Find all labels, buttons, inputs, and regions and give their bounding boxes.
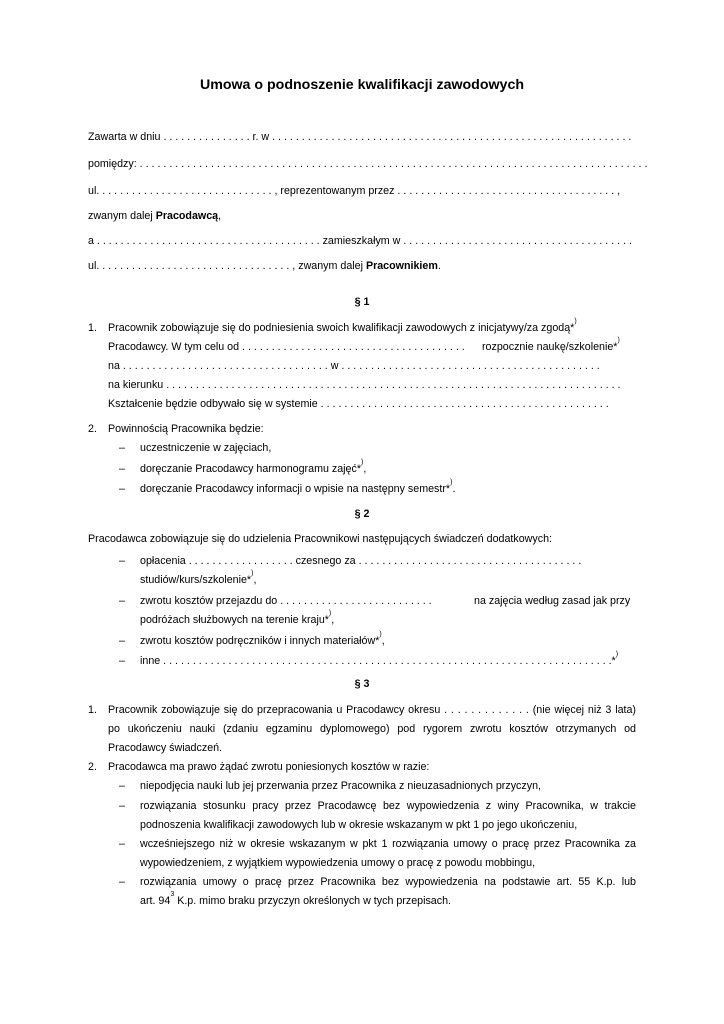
- s1-bullet-3-end: .: [452, 483, 456, 495]
- footnote-marker: ): [361, 459, 364, 466]
- s1-bullet-3: [140, 479, 456, 496]
- s2-intro: Pracodawca zobowiązuje się do udzielenia Pracownikowi następujących świadczeń dodatkowych:: [88, 533, 552, 545]
- contract-date-line: Zawarta w dniu . . . . . . . . . . . . . . . r. w . . . . . . . . . . . . . . . . . . . . . . . . . . . . . . . . . . . . . . . . . . . . . . . . . . . . . . . . . . . . .: [88, 131, 632, 143]
- employer-term: Pracodawcą: [155, 210, 219, 222]
- s2-bullet-2-line-1-right: na zajęcia według zasad jak przy: [474, 595, 631, 607]
- employer-label-suffix: ,: [218, 210, 222, 222]
- s3-bullet-2-line-2: podnoszenia kwalifikacji zawodowych lub w okresie wskazanym w pkt 1 po jego ukończeniu,: [140, 819, 578, 831]
- section-1-heading: § 1: [354, 296, 370, 308]
- bullet-dash: –: [119, 555, 125, 567]
- article-superscript: 3: [170, 891, 175, 898]
- s1-start-study-text: rozpocznie naukę/szkolenie*: [482, 341, 618, 353]
- s1-point-1-number: 1.: [88, 322, 97, 334]
- s2-bullet-2-line-2: [140, 610, 335, 627]
- document-title: Umowa o podnoszenie kwalifikacji zawodowych: [199, 77, 524, 93]
- s3-point-1-line-1: Pracownik zobowiązuje się do przepracowania u Pracodawcy okresu . . . . . . . . . . . . . (nie więcej niż 3 lata): [108, 704, 636, 716]
- s3-point-1-line-2: po ukończeniu nauki (zdaniu egzaminu dyplomowego) pod rygorem zwrotu kosztów otrzymanych od: [108, 723, 636, 735]
- bullet-dash: –: [119, 635, 125, 647]
- footnote-marker: ): [617, 337, 620, 344]
- employee-address-line: [88, 259, 441, 273]
- section-2-heading: § 2: [354, 508, 370, 520]
- s3-bullet-4-line-1: rozwiązania umowy o pracę przez Pracownika bez wypowiedzenia na podstawie art. 55 K.p. lub: [140, 876, 636, 888]
- s2-bullet-1-line-2: [140, 570, 257, 587]
- s1-point-2-text: Powinnością Pracownika będzie:: [108, 423, 264, 435]
- bullet-dash: –: [119, 780, 125, 792]
- footnote-marker: ): [251, 570, 254, 577]
- footnote-marker: ): [328, 610, 332, 617]
- s3-point-2-text: Pracodawca ma prawo żądać zwrotu poniesionych kosztów w razie:: [108, 761, 430, 773]
- s1-point-1-line-1: [108, 318, 577, 335]
- s2-bullet-2-line-1-left: zwrotu kosztów przejazdu do . . . . . . . . . . . . . . . . . . . . . . . . . .: [140, 595, 432, 607]
- s2-bullet-3-end: ,: [381, 635, 385, 647]
- s1-bullet-2-end: ,: [363, 463, 367, 475]
- footnote-marker: ): [574, 318, 577, 325]
- s3-bullet-4-text: K.p. mimo braku przyczyn określonych w tych przepisach.: [174, 895, 452, 907]
- s1-bullet-3-text: doręczanie Pracodawcy informacji o wpisie na następny semestr*: [140, 483, 451, 495]
- bullet-dash: –: [119, 800, 125, 812]
- employee-address-suffix: .: [437, 260, 441, 272]
- s3-bullet-4-article: art. 94: [140, 895, 171, 907]
- s2-bullet-3: [140, 631, 385, 648]
- s3-point-1-number: 1.: [88, 704, 97, 716]
- s2-bullet-2-text: podróżach służbowych na terenie kraju*: [140, 614, 329, 626]
- s1-point-1-line-4: na kierunku . . . . . . . . . . . . . . . . . . . . . . . . . . . . . . . . . . . . . . . . . . . . . . . . . . . . . . . . . . . . . . . . . . . . . . . . . . . . .: [108, 379, 621, 391]
- s3-bullet-4-line-2: [140, 891, 452, 908]
- s3-point-2-number: 2.: [88, 761, 97, 773]
- s2-bullet-3-text: zwrotu kosztów podręczników i innych materiałów*: [140, 635, 380, 647]
- bullet-dash: –: [119, 595, 125, 607]
- employee-address-text: ul. . . . . . . . . . . . . . . . . . . . . . . . . . . . . . . . . , zwanym dalej: [88, 260, 366, 272]
- s1-point-1-line-2-right: [482, 337, 620, 354]
- s1-start-date-field: Pracodawcy. W tym celu od . . . . . . . . . . . . . . . . . . . . . . . . . . . . . . . . . . . . . .: [108, 341, 465, 353]
- footnote-marker: ): [379, 631, 382, 638]
- s2-bullet-1-end: ,: [253, 574, 257, 586]
- s2-bullet-1-line-1: opłacenia . . . . . . . . . . . . . . . . . . czesnego za . . . . . . . . . . . . . . . . . . . . . . . . . . . . . . . . . . . . . .: [140, 555, 582, 567]
- employer-label-prefix: zwanym dalej: [88, 210, 156, 222]
- between-line: pomiędzy: . . . . . . . . . . . . . . . . . . . . . . . . . . . . . . . . . . . . . . . . . . . . . . . . . . . . . . . . . . . . . . . . . . . . . . . . . . . . . . . . . . . . . .: [88, 158, 648, 170]
- section-3-heading: § 3: [354, 678, 370, 690]
- s1-point-1-line-1-text: Pracownik zobowiązuje się do podniesienia swoich kwalifikacji zawodowych z inicjatywy/za zgodą*: [108, 322, 575, 334]
- s2-bullet-2-end: ,: [331, 614, 335, 626]
- s3-bullet-3-line-2: wypowiedzeniem, z wyjątkiem wypowiedzenia umowy o pracę z powodu mobbingu,: [140, 857, 536, 869]
- bullet-dash: –: [119, 463, 125, 475]
- employer-address-line: ul. . . . . . . . . . . . . . . . . . . . . . . . . . . . . . , reprezentowanym przez . . . . . . . . . . . . . . . . . . . . . . . . . . . . . . . . . . . . . ,: [88, 185, 621, 197]
- s1-bullet-1: uczestniczenie w zajęciach,: [140, 442, 272, 454]
- s2-bullet-4-text: inne . . . . . . . . . . . . . . . . . . . . . . . . . . . . . . . . . . . . . . . . . . . . . . . . . . . . . . . . . . . . . . . . . . . . . . . . . . . .*: [140, 655, 616, 667]
- s1-bullet-2: [140, 459, 367, 476]
- employee-term: Pracownikiem: [365, 260, 438, 272]
- bullet-dash: –: [119, 442, 125, 454]
- s2-bullet-4: [140, 651, 619, 668]
- bullet-dash: –: [119, 876, 125, 888]
- bullet-dash: –: [119, 655, 125, 667]
- footnote-marker: ): [450, 479, 453, 486]
- s1-point-2-number: 2.: [88, 423, 97, 435]
- bullet-dash: –: [119, 483, 125, 495]
- s3-point-1-line-3: Pracodawcy świadczeń.: [108, 742, 223, 754]
- footnote-marker: ): [615, 651, 619, 658]
- s1-point-1-line-2: [108, 340, 465, 354]
- s1-point-1-line-5: Kształcenie będzie odbywało się w systemie . . . . . . . . . . . . . . . . . . . . . . . . . . . . . . . . . . . . . . . . . . . . . . . . .: [108, 398, 609, 410]
- s3-bullet-3-line-1: wcześniejszego niż w okresie wskazanym w pkt 1 rozwiązania umowy o pracę przez Pracownika za: [140, 838, 636, 850]
- bullet-dash: –: [119, 838, 125, 850]
- s1-bullet-2-text: doręczanie Pracodawcy harmonogramu zajęć*: [140, 463, 361, 475]
- employee-name-line: a . . . . . . . . . . . . . . . . . . . . . . . . . . . . . . . . . . . . . . zamieszkałym w . . . . . . . . . . . . . . . . . . . . . . . . . . . . . . . . . . . . . . .: [88, 235, 632, 247]
- s3-bullet-2-line-1: rozwiązania stosunku pracy przez Pracodawcę bez wypowiedzenia z winy Pracownika, w trakcie: [140, 800, 636, 812]
- s2-bullet-1-text: studiów/kurs/szkolenie*: [140, 574, 252, 586]
- employer-label-line: [88, 209, 221, 223]
- s3-bullet-1: niepodjęcia nauki lub jej przerwania przez Pracownika z nieuzasadnionych przyczyn,: [140, 780, 541, 792]
- s1-point-1-line-3: na . . . . . . . . . . . . . . . . . . . . . . . . . . . . . . . . . . . w . . . . . . . . . . . . . . . . . . . . . . . . . . . . . . . . . . . . . . . . . . . .: [108, 360, 600, 372]
